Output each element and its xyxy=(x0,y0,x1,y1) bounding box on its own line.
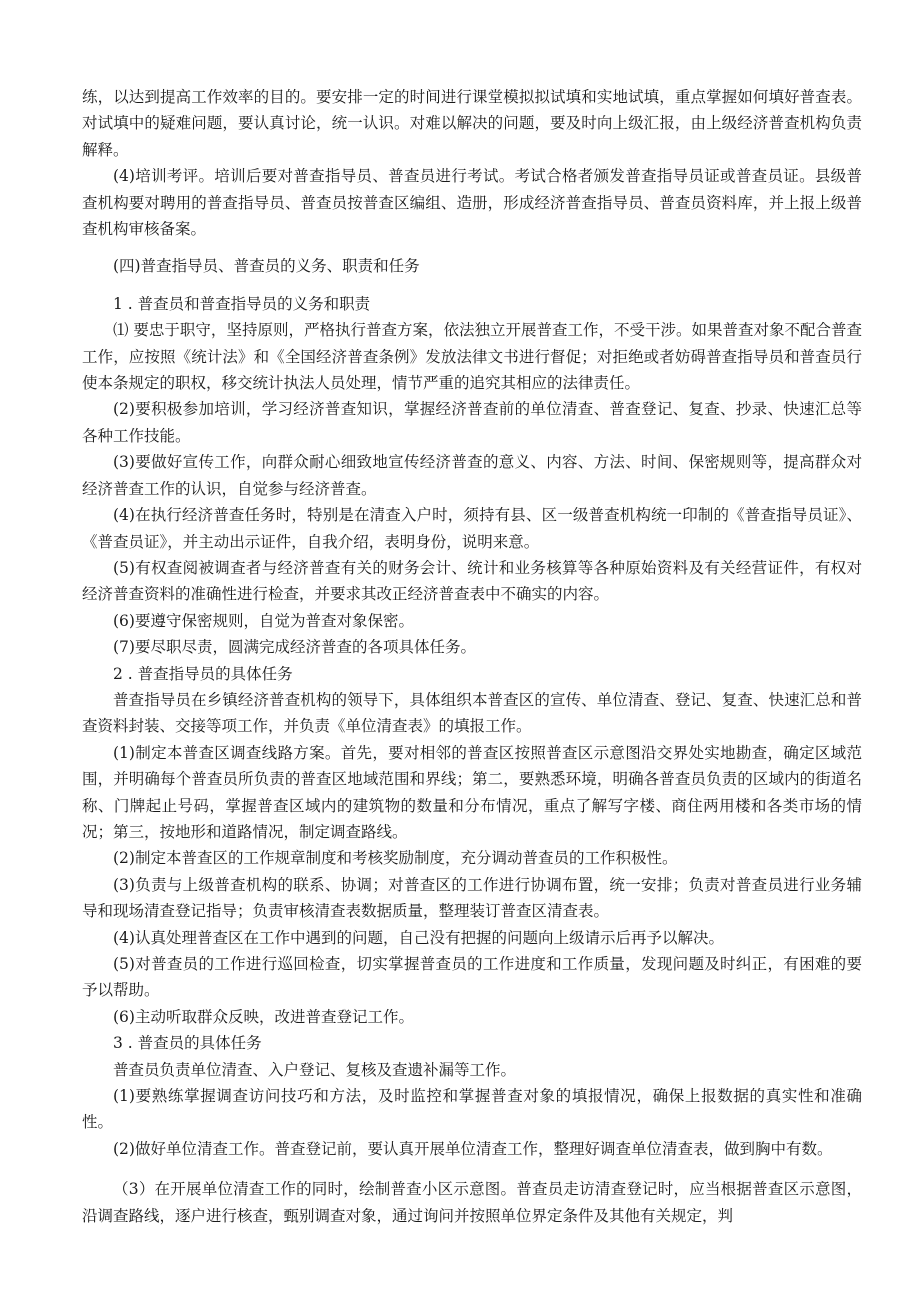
paragraph: (5)对普查员的工作进行巡回检查，切实掌握普查员的工作进度和工作质量，发现问题及时纠正，有困难的要予以帮助。 xyxy=(82,955,862,1000)
paragraph: (3)负责与上级普查机构的联系、协调；对普查区的工作进行协调布置，统一安排；负责对普查员进行业务辅导和现场清查登记指导；负责审核清查表数据质量，整理装订普查区清查表。 xyxy=(82,875,862,921)
paragraph: (5)有权查阅被调查者与经济普查有关的财务会计、统计和业务核算等各种原始资料及有关经营证件，有权对经济普查资料的准确性进行检查，并要求其改正经济普查表中不确实的内容。 xyxy=(82,558,862,604)
paragraph: (1)要熟练掌握调查访问技巧和方法，及时监控和掌握普查对象的填报情况，确保上报数据的真实性和准确性。 xyxy=(82,1087,862,1132)
paragraph: 普查指导员在乡镇经济普查机构的领导下，具体组织本普查区的宣传、单位清查、登记、复查、快速汇总和普查资料封装、交接等项工作，并负责《单位清查表》的填报工作。 xyxy=(82,690,862,736)
paragraph: 普查员负责单位清查、入户登记、复核及查遗补漏等工作。 xyxy=(113,1060,517,1079)
paragraph: 1 . 普查员和普查指导员的义务和职责 xyxy=(113,294,371,313)
paragraph: (7)要尽职尽责，圆满完成经济普查的各项具体任务。 xyxy=(113,638,476,657)
paragraph: (四)普查指导员、普查员的义务、职责和任务 xyxy=(113,257,420,276)
paragraph: (1)制定本普查区调查线路方案。首先，要对相邻的普查区按照普查区示意图沿交界处实地勘查，确定区域范围，并明确每个普查员所负责的普查区地域范围和界线；第二，要熟悉环境，明确各普查员负责的区域内的街道名称、门牌起止号码，掌握普查区域内的建筑物的数量和分布情况，重点了解写字楼、商住两用楼和各类市场的情况；第三，按地形和道路情况，制定调查路线。 xyxy=(82,743,862,841)
paragraph: (6)主动听取群众反映，改进普查登记工作。 xyxy=(113,1007,414,1026)
paragraph: 2 . 普查指导员的具体任务 xyxy=(113,664,293,683)
paragraph: （3）在开展单位清查工作的同时，绘制普查小区示意图。普查员走访清查登记时，应当根据普查区示意图，沿调查路线，逐户进行核查，甄别调查对象，通过询问并按照单位界定条件及其他有关规定，判 xyxy=(82,1180,862,1225)
paragraph: (3)要做好宣传工作，向群众耐心细致地宣传经济普查的意义、内容、方法、时间、保密规则等，提高群众对经济普查工作的认识，自觉参与经济普查。 xyxy=(82,453,862,498)
paragraph: (2)制定本普查区的工作规章制度和考核奖励制度，充分调动普查员的工作积极性。 xyxy=(113,849,678,868)
paragraph: (4)认真处理普查区在工作中遇到的问题，自己没有把握的问题向上级请示后再予以解决。 xyxy=(113,928,724,947)
paragraph: 练，以达到提高工作效率的目的。要安排一定的时间进行课堂模拟拟试填和实地试填，重点掌握如何填好普查表。对试填中的疑难问题，要认真讨论，统一认识。对难以解决的问题，要及时向上级汇报，由上级经济普查机构负责解释。 xyxy=(82,88,862,159)
paragraph: 3 . 普查员的具体任务 xyxy=(113,1034,262,1053)
paragraph: (4)培训考评。培训后要对普查指导员、普查员进行考试。考试合格者颁发普查指导员证或普查员证。县级普查机构要对聘用的普查指导员、普查员按普查区编组、造册，形成经济普查指导员、普查员资料库，并上报上级普查机构审核备案。 xyxy=(82,167,862,239)
paragraph: (4)在执行经济普查任务时，特别是在清查入户时，须持有县、区一级普查机构统一印制的《普查指导员证》、《普查员证》，并主动出示证件，自我介绍，表明身份，说明来意。 xyxy=(82,506,862,551)
paragraph: (2)要积极参加培训，学习经济普查知识，掌握经济普查前的单位清查、普查登记、复查、抄录、快速汇总等各种工作技能。 xyxy=(82,400,862,445)
paragraph: ⑴ 要忠于职守，坚持原则，严格执行普查方案，依法独立开展普查工作，不受干涉。如果普查对象不配合普查工作，应按照《统计法》和《全国经济普查条例》发放法律文书进行督促；对拒绝或者妨碍普查指导员和普查员行使本条规定的职权，移交统计执法人员处理，情节严重的追究其相应的法律责任。 xyxy=(82,321,862,393)
paragraph: (2)做好单位清查工作。普查登记前，要认真开展单位清查工作，整理好调查单位清查表，做到胸中有数。 xyxy=(113,1139,833,1158)
paragraph: (6)要遵守保密规则，自觉为普查对象保密。 xyxy=(113,611,414,630)
